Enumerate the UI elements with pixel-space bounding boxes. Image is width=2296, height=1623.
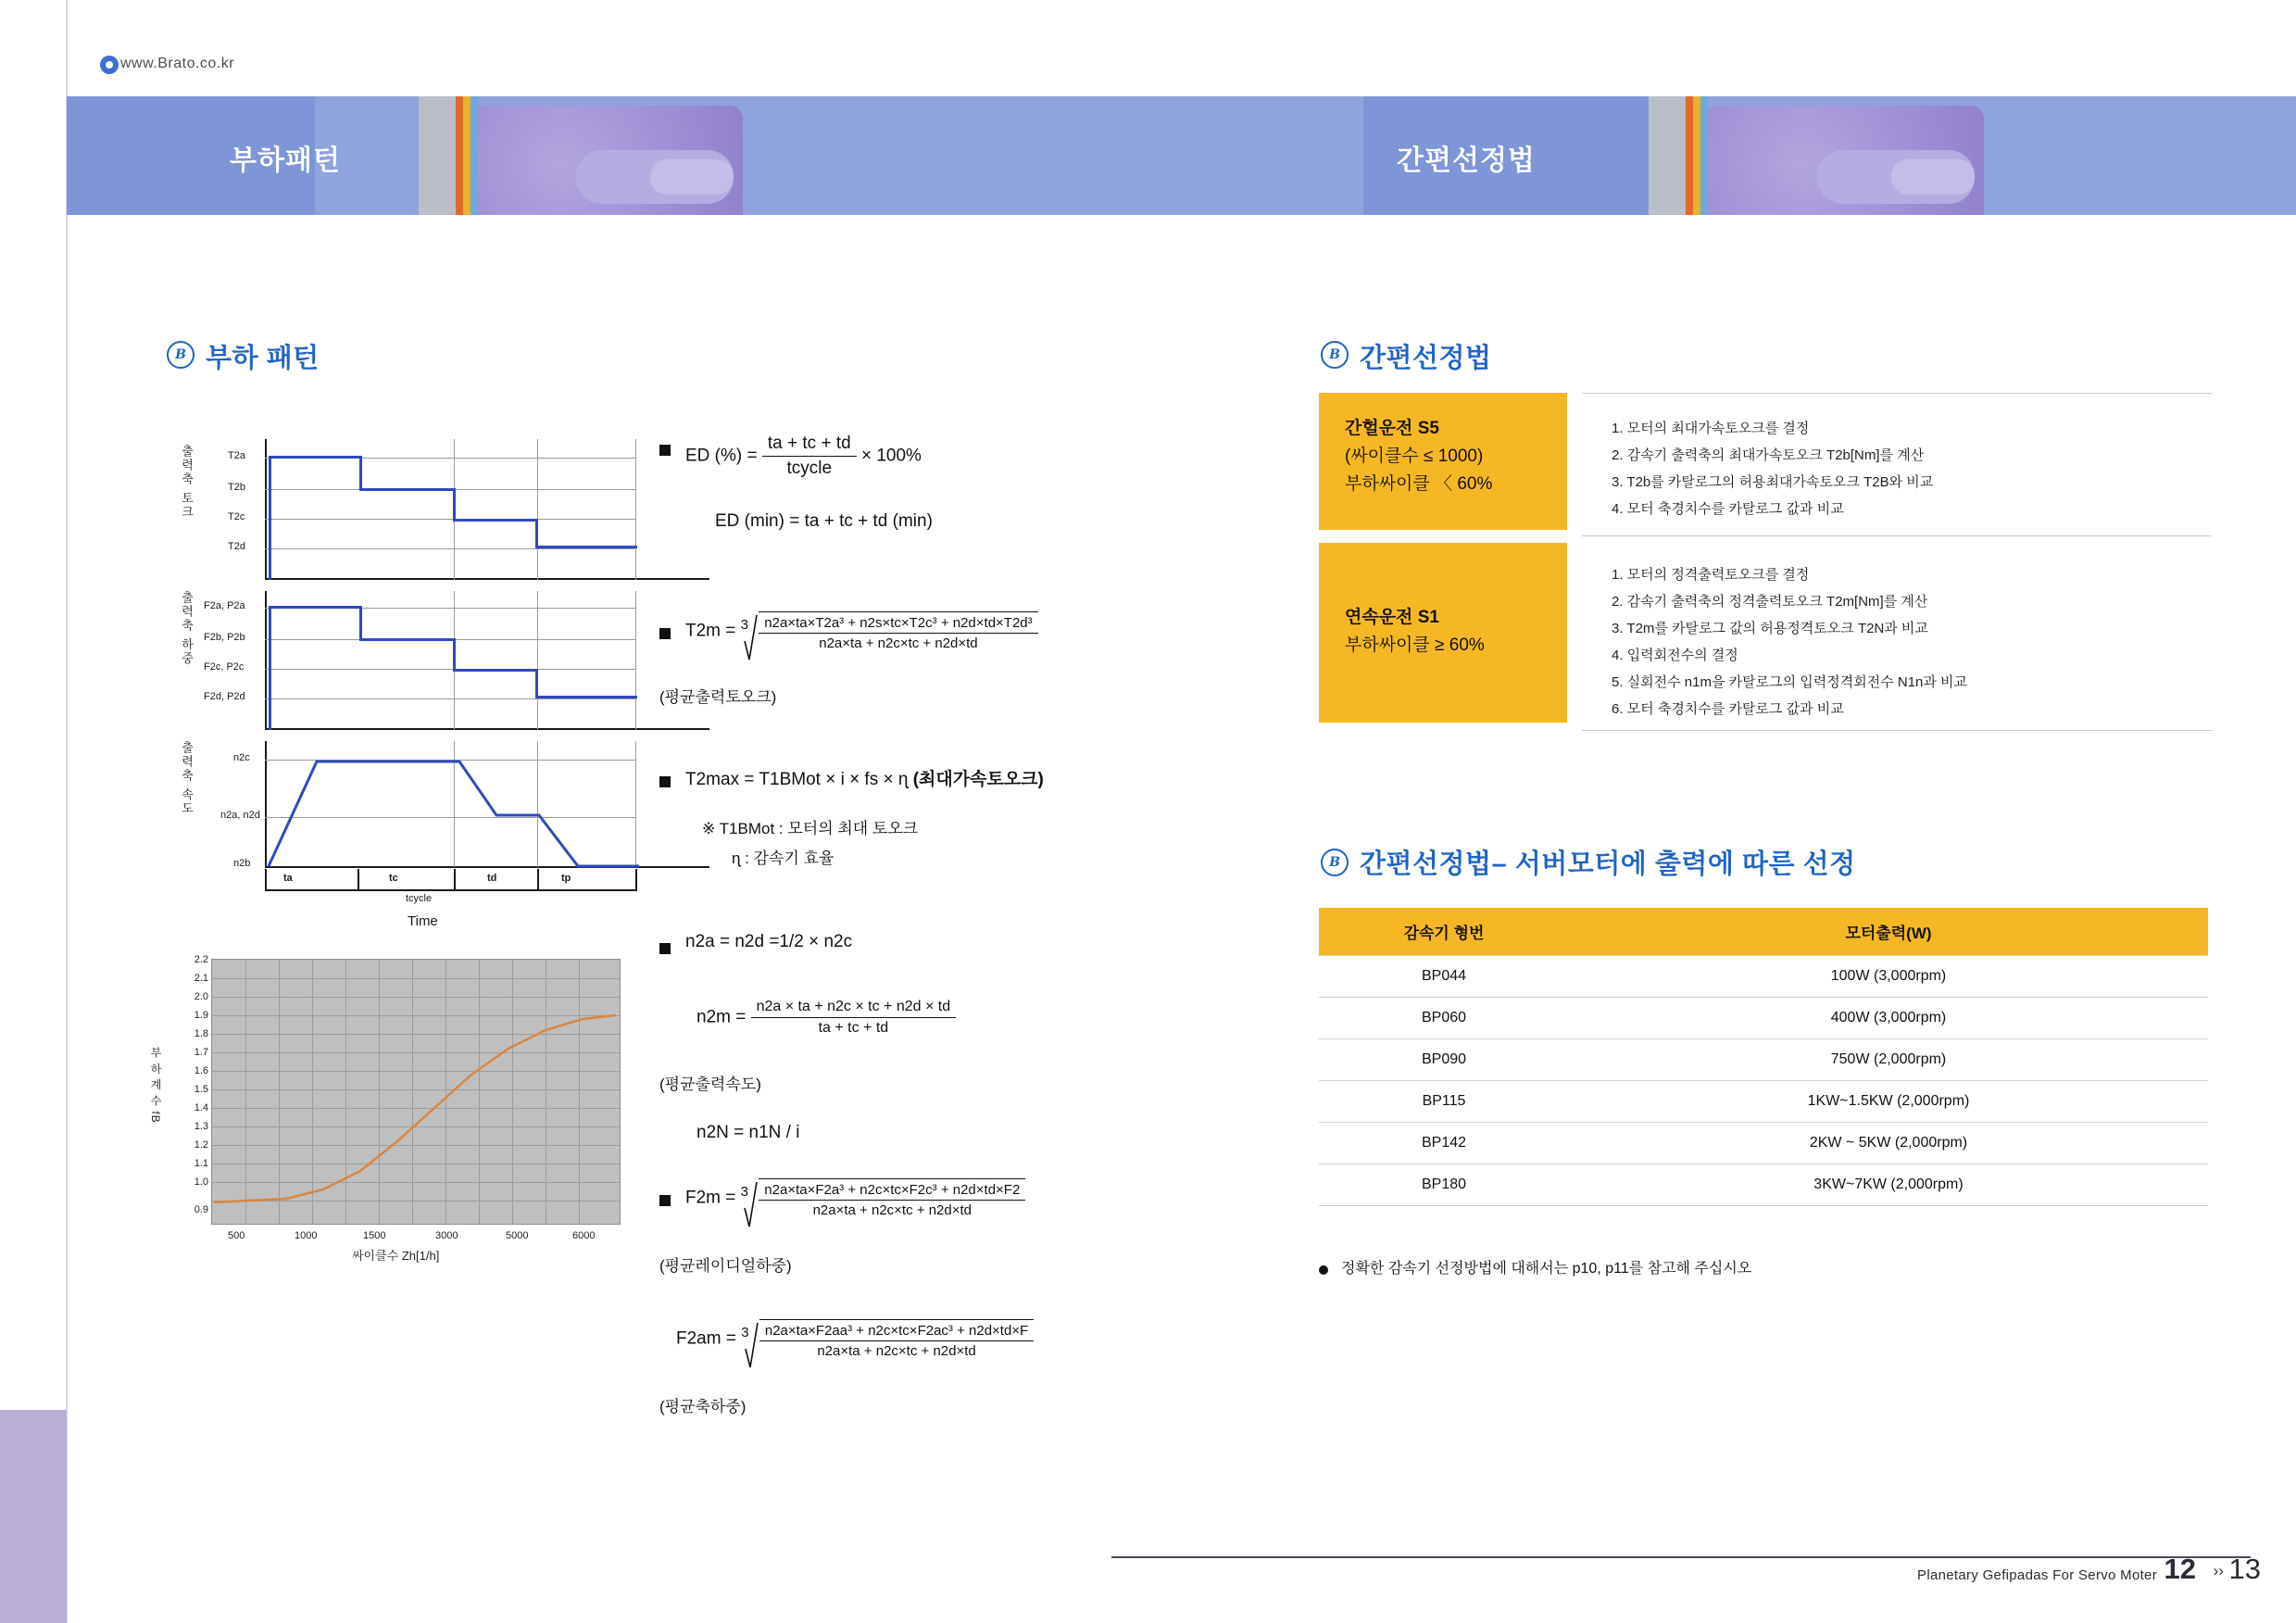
cell-model: BP142 [1319,1123,1569,1164]
formula-f2m-radical [753,1178,1025,1218]
tick-t2a: T2a [228,450,245,461]
band-stripe-orange-1 [456,96,463,215]
formula-f2am-root-index: 3 [741,1324,749,1340]
band-title-load-pattern: 부하패턴 [230,145,341,176]
cell-model: BP090 [1319,1039,1569,1081]
speed-profile-trapezoid [265,741,728,871]
tick-t2b: T2b [228,482,245,493]
tick-n2a: n2a, n2d [220,810,260,821]
step-s1-1: 1. 모터의 정격출력토오크를 결정 [1612,567,1810,583]
tick-f2a: F2a, P2a [204,600,245,611]
globe-icon [100,56,119,74]
formula-f2am [676,1319,1034,1359]
step-s1-4: 4. 입력회전수의 결정 [1612,648,1738,663]
formula-ed-percent [685,434,922,479]
xlab-500: 500 [228,1230,245,1241]
bullet-t2max [659,776,671,787]
note-t1bmot: ※ T1BMot : 모터의 최대 토오크 [702,820,919,837]
ylab-20: 2.0 [194,991,208,1002]
formula-t2max-label: T2max = [685,770,755,789]
footnote-bullet-icon [1319,1265,1328,1275]
card-continuous-s1 [1319,543,1567,723]
ylab-19: 1.9 [194,1010,208,1021]
formula-ed-numerator: ta + tc + td [762,434,857,457]
cycle-label: tcycle [406,893,433,904]
load-factor-chart [211,959,621,1225]
cell-output: 400W (3,000rpm) [1569,998,2208,1039]
ylab-13: 1.3 [194,1121,208,1132]
cell-model: BP180 [1319,1164,1569,1206]
formula-t2m-fraction [759,611,1037,651]
xlab-6000: 6000 [572,1230,596,1241]
xlab-1000: 1000 [295,1230,318,1241]
ylab-10: 1.0 [194,1176,208,1188]
card-s5-line1: 간헐운전 S5 [1345,419,1439,438]
tick-f2b: F2b, P2b [204,632,245,643]
tick-f2d: F2d, P2d [204,691,245,702]
left-margin-rule [66,0,68,1623]
xlab-3000: 3000 [435,1230,458,1241]
ylab-09: 0.9 [194,1204,208,1215]
page-number-right: 13 [2228,1553,2261,1585]
axis-label-output-speed: 출력축 속도 [180,741,194,816]
ylab-14: 1.4 [194,1102,208,1113]
ylab-12: 1.2 [194,1139,208,1151]
formula-f2am-label: F2am = [676,1328,736,1349]
section-icon-selection: B [1321,341,1349,369]
torque-axis [265,439,267,578]
formula-f2m-denominator: n2a×ta + n2c×tc + n2d×td [812,1202,972,1218]
gear-illustration-left [465,106,743,215]
ylab-21: 2.1 [194,973,208,984]
formula-t2m-denominator: n2a×ta + n2c×tc + n2d×td [819,635,978,651]
table-header-row [1319,908,2208,956]
torque-baseline [265,578,709,580]
formula-t2m-label: T2m = [685,621,736,641]
bullet-f2m [659,1195,671,1206]
xlab-5000: 5000 [506,1230,529,1241]
card-s5-line2: (싸이클수 ≤ 1000) [1345,447,1484,466]
ylab-17: 1.7 [194,1047,208,1058]
section-heading-selection: 간편선정법 [1360,344,1492,373]
formula-n2m-fraction [751,999,957,1037]
cell-output: 2KW ~ 5KW (2,000rpm) [1569,1123,2208,1164]
formula-ed-fraction [762,434,857,479]
cell-output: 1KW~1.5KW (2,000rpm) [1569,1081,2208,1123]
time-tick-td: td [487,873,497,884]
formula-f2m-root-index: 3 [740,1183,748,1200]
footnote-text: 정확한 감속기 선정방법에 대해서는 p10, p11를 참고해 주십시오 [1341,1261,1752,1277]
ylab-11: 1.1 [194,1158,208,1169]
small-chart-y-title: 부 하 계 수 fB [149,1047,162,1124]
tick-n2b: n2b [233,858,251,869]
formula-n2m-label: n2m = [696,1007,747,1027]
formula-ed-denominator: tcycle [786,459,833,478]
formula-ed-label: ED (%) = [685,446,758,466]
table-row [1319,1123,2208,1164]
col-motor-output: 모터출력(W) [1569,908,2208,956]
cell-output: 750W (2,000rpm) [1569,1039,2208,1081]
section-heading-load-pattern: 부하 패턴 [206,344,320,373]
card-s1-line2: 부하싸이클 ≥ 60% [1345,635,1485,655]
card-intermittent-s5 [1319,393,1567,530]
formula-f2m-fraction [759,1178,1025,1218]
step-s1-5: 5. 실회전수 n1m을 카탈로그의 입력정격회전수 N1n과 비교 [1612,674,1968,690]
tick-f2c: F2c, P2c [204,661,245,673]
formula-t2m-root-index: 3 [740,616,748,633]
section-heading-table: 간편선정법– 서버모터에 출력에 따른 선정 [1360,849,1856,879]
cell-model: BP115 [1319,1081,1569,1123]
bullet-ed [659,445,671,456]
step-s5-3: 3. T2b를 카탈로그의 허용최대가속토오크 T2B와 비교 [1612,474,1934,490]
formula-t2max-expression: T1BMot × i × fs × ɳ [759,770,909,789]
brand-area [1592,130,2296,371]
note-efficiency: ɳ : 감속기 효율 [732,849,834,867]
step-s1-3: 3. T2m를 카탈로그 값의 허용정격토오크 T2N과 비교 [1612,621,1928,636]
table-row [1319,1081,2208,1123]
formula-n2m-numerator: n2a × ta + n2c × tc + n2d × td [751,999,957,1018]
section-icon-load-pattern: B [167,341,194,369]
tick-n2c: n2c [233,752,250,763]
cell-model: BP060 [1319,998,1569,1039]
formula-f2am-numerator: n2a×ta×F2aa³ + n2c×tc×F2ac³ + n2d×td×F [759,1323,1034,1341]
section-icon-table: B [1321,849,1349,876]
table-row [1319,1164,2208,1206]
tick-t2c: T2c [228,511,245,522]
band-stripe-yellow-1 [463,96,470,215]
formula-n2m-denominator: ta + tc + td [818,1020,889,1036]
footer-text: Planetary Gefipadas For Servo Moter [1917,1567,2157,1583]
step-s1-2: 2. 감속기 출력축의 정격출력토오크 T2m[Nm]를 계산 [1612,594,1928,610]
brand-logo: Brato [2068,304,2259,371]
formula-n2a: n2a = n2d =1/2 × n2c [685,932,853,951]
caption-n2m: (평균출력속도) [659,1076,761,1093]
band-stripe-blue-1 [470,96,478,215]
page-number-left: 12 [2164,1553,2196,1585]
tick-t2d: T2d [228,541,245,552]
axis-label-output-load: 출력축 하중 [180,591,194,666]
step-s5-4: 4. 모터 축경치수를 카탈로그 값과 비교 [1612,501,1844,517]
card-s1-line1: 연속운전 S1 [1345,608,1439,627]
caption-f2m: (평균레이디얼하중) [659,1257,792,1275]
formula-ed-min: ED (min) = ta + tc + td (min) [715,511,933,531]
formula-t2m [685,611,1038,651]
cell-output: 3KW~7KW (2,000rpm) [1569,1164,2208,1206]
time-tick-tp: tp [561,873,571,884]
table-row [1319,998,2208,1039]
load-baseline [265,728,709,730]
caption-t2m: (평균출력토오크) [659,688,777,706]
left-margin [0,0,67,1623]
caption-t2max: (최대가속토오크) [912,770,1044,789]
ylab-22: 2.2 [194,954,208,965]
formula-n2m [696,999,956,1037]
formula-ed-multiplier: × 100% [860,446,922,466]
ylab-16: 1.6 [194,1065,208,1076]
formula-f2m-numerator: n2a×ta×F2a³ + n2c×tc×F2c³ + n2d×td×F2 [759,1182,1025,1201]
card-s5-line3: 부하싸이클 〈 60% [1345,474,1493,494]
formula-f2am-fraction [759,1319,1034,1359]
time-tick-tc: tc [389,873,398,884]
footer-rule [1111,1556,2251,1558]
step-s5-2: 2. 감속기 출력축의 최대가속토오크 T2b[Nm]를 계산 [1612,447,1925,463]
steps-s1 [1612,561,1967,723]
page-chevron-icon: ›› [2213,1562,2224,1579]
formula-t2m-radical [753,611,1037,651]
caption-f2am: (평균축하중) [659,1398,747,1415]
formula-t2m-numerator: n2a×ta×T2a³ + n2s×tc×T2c³ + n2d×td×T2d³ [759,615,1037,634]
time-tick-ta: ta [283,873,293,884]
load-axis [265,591,267,728]
steps-s5 [1612,415,1933,522]
formula-f2m [685,1178,1025,1218]
table-row [1319,1039,2208,1081]
axis-label-output-torque: 출력축 토크 [180,445,194,520]
xlab-1500: 1500 [363,1230,386,1241]
formula-t2max [685,765,1044,790]
small-chart-x-title: 싸이클수 Zh[1/h] [352,1249,440,1263]
table-row [1319,956,2208,998]
motor-selection-table [1319,908,2208,1206]
ylab-15: 1.5 [194,1084,208,1095]
col-gearbox-model: 감속기 형번 [1319,908,1569,956]
band-title-selection-method: 간편선정법 [1397,145,1536,176]
formula-f2am-radical [754,1319,1034,1359]
purple-corner-block [0,1410,67,1623]
formula-n2n: n2N = n1N / i [696,1123,800,1142]
bullet-t2m [659,628,671,639]
bullet-n2a [659,943,671,954]
formula-f2m-label: F2m = [685,1188,736,1208]
cell-output: 100W (3,000rpm) [1569,956,2208,998]
ylab-18: 1.8 [194,1028,208,1039]
formula-f2am-denominator: n2a×ta + n2c×tc + n2d×td [817,1343,976,1359]
cell-model: BP044 [1319,956,1569,998]
step-s1-6: 6. 모터 축경치수를 카탈로그 값과 비교 [1612,701,1844,717]
website-url: www.Brato.co.kr [120,56,235,71]
step-s5-1: 1. 모터의 최대가속토오크를 결정 [1612,421,1810,436]
load-factor-curve [212,960,620,1224]
time-axis-label: Time [408,913,438,929]
